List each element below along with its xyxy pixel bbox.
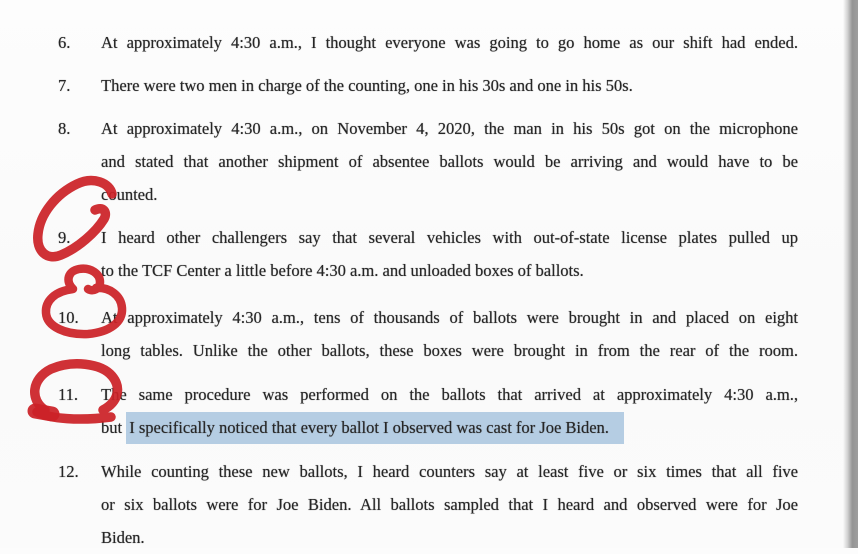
paragraph-8-line-1: At approximately 4:30 a.m., on November 4, 2020, the man in his 50s got on the microphone [101, 119, 798, 138]
paragraph-12-line-3: Biden. [101, 528, 145, 547]
paragraph-10-line-1: At approximately 4:30 a.m., tens of thousands of ballots were brought in and placed on eight [101, 308, 798, 327]
paragraph-number-10: 10. [58, 308, 79, 327]
paragraph-9-line-1: I heard other challengers say that several vehicles with out-of-state license plates pulled up [101, 228, 798, 247]
paragraph-number-7: 7. [58, 76, 71, 95]
page-edge-shadow [843, 0, 858, 548]
paragraph-number-8: 8. [58, 119, 71, 138]
red-pen-blob [35, 411, 52, 414]
paragraph-11-line-2 [101, 411, 798, 444]
highlighted-text: I specifically noticed that every ballot I observed was cast for Joe Biden. [126, 412, 624, 444]
paragraph-11-line-1: The same procedure was performed on the ballots that arrived at approximately 4:30 a.m., [101, 385, 798, 404]
paragraph-number-9: 9. [58, 228, 71, 247]
paragraph-6-line-1: At approximately 4:30 a.m., I thought everyone was going to go home as our shift had ended. [101, 33, 798, 52]
paragraph-number-6: 6. [58, 33, 71, 52]
paragraph-8-line-3: counted. [101, 185, 158, 204]
paragraph-number-12: 12. [58, 462, 79, 481]
paragraph-8-line-2: and stated that another shipment of absentee ballots would be arriving and would have to be [101, 152, 798, 171]
line-prefix: but [101, 418, 127, 437]
paragraph-10-line-2: long tables. Unlike the other ballots, these boxes were brought in from the rear of the room. [101, 341, 798, 360]
paragraph-12-line-1: While counting these new ballots, I heard counters say at least five or six times that all five [101, 462, 798, 481]
paragraph-12-line-2: or six ballots were for Joe Biden. All ballots sampled that I heard and observed were for Joe [101, 495, 798, 514]
paragraph-number-11: 11. [58, 385, 79, 404]
paragraph-7-line-1: There were two men in charge of the counting, one in his 30s and one in his 50s. [101, 76, 633, 95]
paragraph-9-line-2: to the TCF Center a little before 4:30 a.m. and unloaded boxes of ballots. [101, 261, 584, 280]
